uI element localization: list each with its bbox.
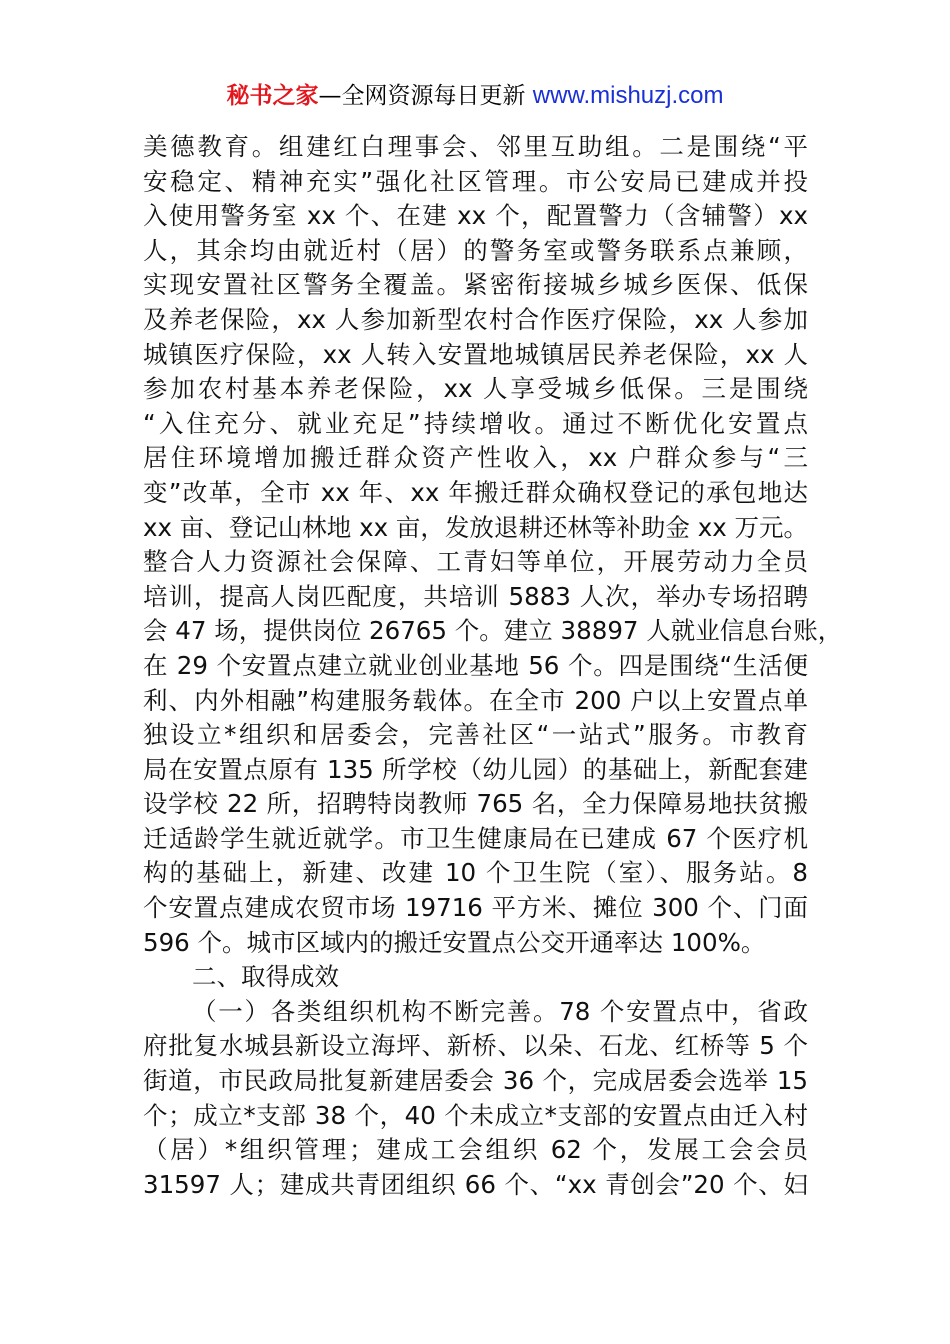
text-line: （居）*组织管理；建成工会组织 62 个，发展工会会员 — [143, 1135, 808, 1165]
page-header — [0, 80, 950, 112]
text-line: 局在安置点原有 135 所学校（幼儿园）的基础上，新配套建 — [143, 754, 808, 784]
text-line: 整合人力资源社会保障、工青妇等单位，开展劳动力全员 — [143, 547, 808, 577]
text-line: 独设立*组织和居委会，完善社区“一站式”服务。市教育 — [143, 720, 808, 750]
text-line: 安稳定、精神充实”强化社区管理。市公安局已建成并投 — [143, 166, 808, 196]
text-line: 构的基础上，新建、改建 10 个卫生院（室）、服务站。8 — [143, 858, 808, 888]
text-line: 府批复水城县新设立海坪、新桥、以朵、石龙、红桥等 5 个 — [143, 1031, 808, 1061]
document-body — [143, 130, 843, 1202]
website-url[interactable]: www.mishuzj.com — [532, 82, 724, 109]
text-line: 美德教育。组建红白理事会、邻里互助组。二是围绕“平 — [143, 132, 808, 161]
brand-name: 秘书之家 — [226, 83, 319, 109]
text-line: 街道，市民政局批复新建居委会 36 个，完成居委会选举 15 — [143, 1066, 808, 1096]
text-line: “入住充分、就业充足”持续增收。通过不断优化安置点 — [143, 408, 808, 438]
text-line: 城镇医疗保险，xx 人转入安置地城镇居民养老保险，xx 人 — [143, 339, 808, 369]
text-line: 及养老保险，xx 人参加新型农村合作医疗保险，xx 人参加 — [143, 304, 808, 334]
section-heading: 二、取得成效 — [192, 962, 339, 992]
text-line: 个安置点建成农贸市场 19716 平方米、摊位 300 个、门面 — [143, 893, 808, 923]
text-line: 人，其余均由就近村（居）的警务室或警务联系点兼顾， — [143, 235, 808, 265]
text-line: （一）各类组织机构不断完善。78 个安置点中，省政 — [192, 996, 808, 1026]
text-line: 596 个。城市区域内的搬迁安置点公交开通率达 100%。 — [143, 927, 766, 957]
text-line: 设学校 22 所，招聘特岗教师 765 名，全力保障易地扶贫搬 — [143, 789, 808, 819]
text-line: xx 亩、登记山林地 xx 亩，发放退耕还林等补助金 xx 万元。 — [143, 512, 808, 542]
text-line: 变”改革，全市 xx 年、xx 年搬迁群众确权登记的承包地达 — [143, 477, 808, 507]
text-line: 迁适龄学生就近就学。市卫生健康局在已建成 67 个医疗机 — [143, 823, 808, 853]
text-line: 参加农村基本养老保险，xx 人享受城乡低保。三是围绕 — [143, 374, 808, 404]
text-line: 居住环境增加搬迁群众资产性收入，xx 户群众参与“三 — [143, 443, 808, 473]
text-line: 会 47 场，提供岗位 26765 个。建立 38897 人就业信息台账， — [143, 616, 843, 646]
text-line: 实现安置社区警务全覆盖。紧密衔接城乡城乡医保、低保 — [143, 270, 808, 300]
header-tagline: —全网资源每日更新 — [318, 83, 526, 109]
text-line: 个；成立*支部 38 个，40 个未成立*支部的安置点由迁入村 — [143, 1100, 808, 1130]
text-line: 在 29 个安置点建立就业创业基地 56 个。四是围绕“生活便 — [143, 650, 808, 680]
text-line: 培训，提高人岗匹配度，共培训 5883 人次，举办专场招聘 — [143, 581, 808, 611]
text-line: 入使用警务室 xx 个、在建 xx 个，配置警力（含辅警）xx — [143, 201, 808, 231]
text-line: 利、内外相融”构建服务载体。在全市 200 户以上安置点单 — [143, 685, 808, 715]
text-line: 31597 人；建成共青团组织 66 个、“xx 青创会”20 个、妇 — [143, 1169, 808, 1199]
